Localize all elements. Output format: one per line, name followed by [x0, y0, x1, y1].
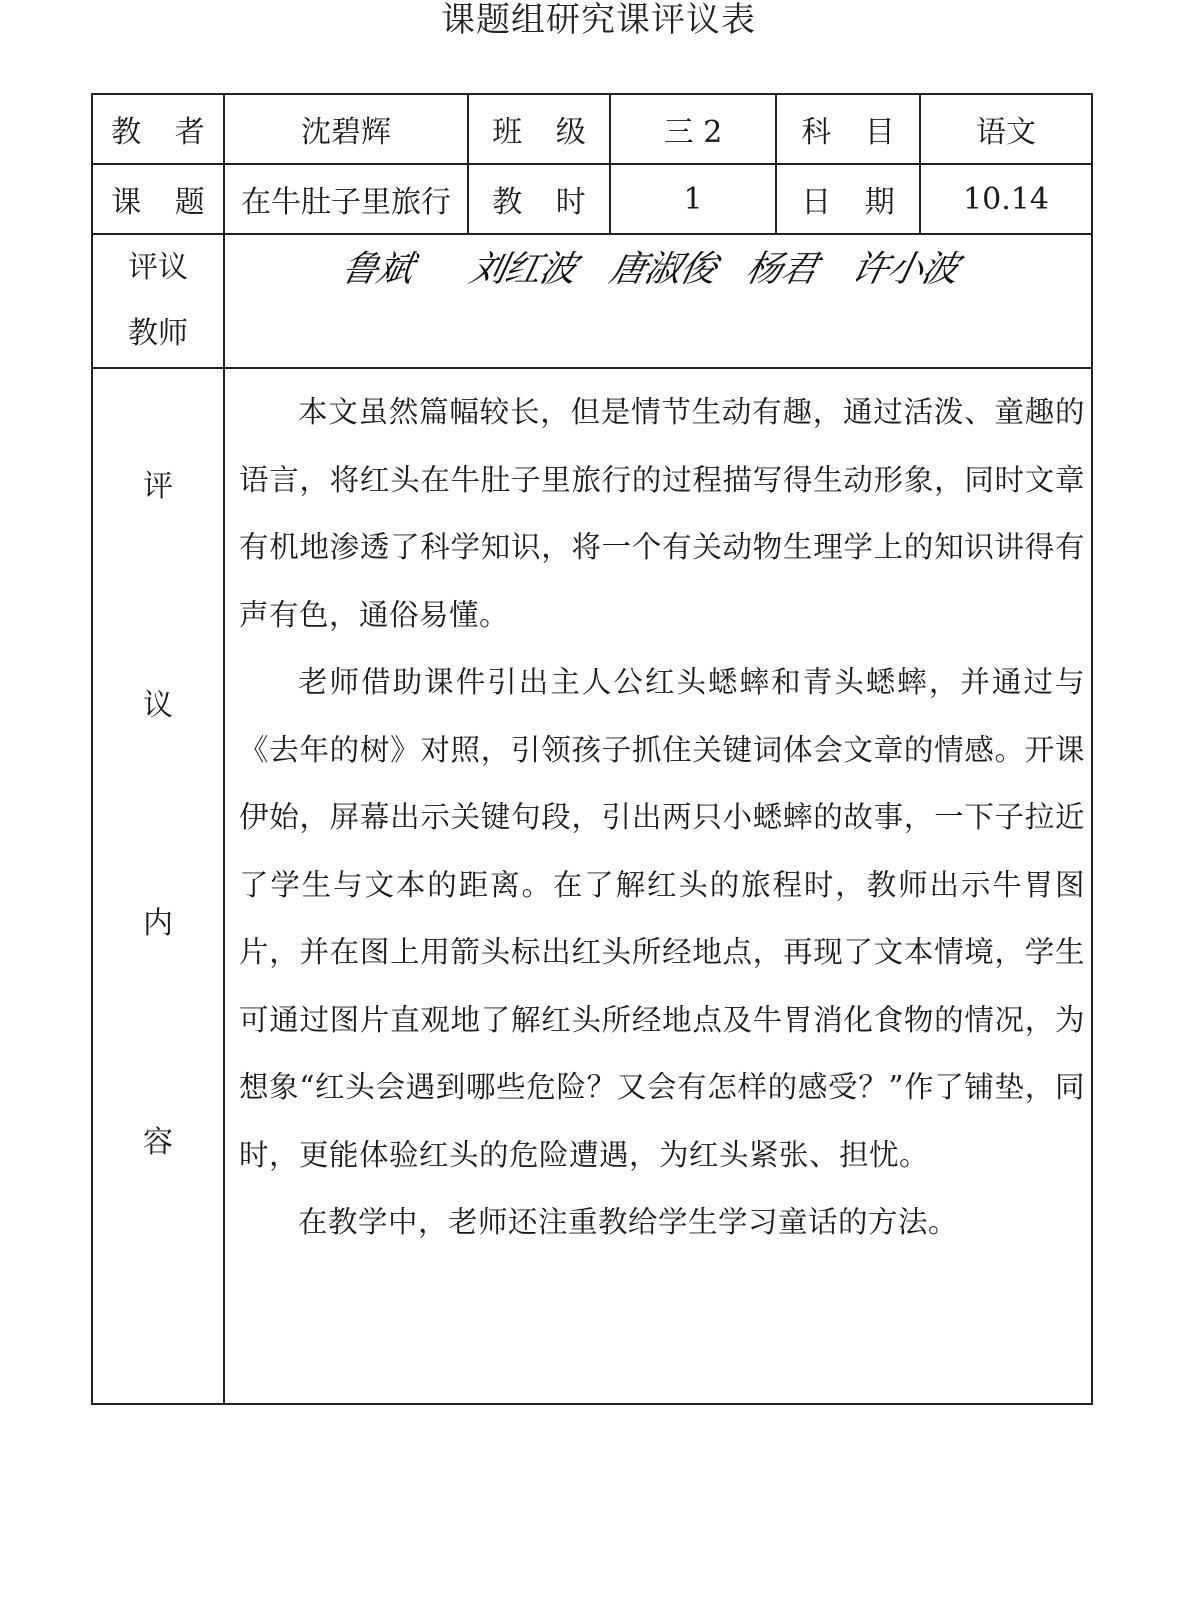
- form-row-teacher: [92, 94, 1092, 164]
- signature-5: 许小波: [848, 249, 962, 290]
- signature-1: 鲁斌: [338, 249, 417, 290]
- topic-label: 课 题: [92, 164, 224, 234]
- form-row-review-content: [92, 368, 1092, 1404]
- topic-value: 在牛肚子里旅行: [224, 164, 468, 234]
- review-content-body: [224, 368, 1092, 1404]
- subject-value: 语文: [920, 94, 1092, 164]
- period-label: 教 时: [468, 164, 610, 234]
- review-label-char-3: 内: [143, 906, 173, 942]
- review-paragraph-2: 老师借助课件引出主人公红头蟋蟀和青头蟋蟀，并通过与《去年的树》对照，引领孩子抓住关键词体会文章的情感。开课伊始，屏幕出示关键句段，引出两只小蟋蟀的故事，一下子拉近了学生与文本的距离。在了解红头的旅程时，教师出示牛胃图片，并在图上用箭头标出红头所经地点，再现了文本情境，学生可通过图片直观地了解红头所经地点及牛胃消化食物的情况，为想象“红头会遇到哪些危险？又会有怎样的感受？”作了铺垫，同时，更能体验红头的危险遭遇，为红头紧张、担忧。: [239, 665, 1085, 1172]
- class-label: 班 级: [468, 94, 610, 164]
- signature-2: 刘红波: [466, 249, 580, 290]
- date-value: 10.14: [920, 164, 1092, 234]
- reviewer-signatures: [224, 234, 1092, 368]
- teacher-value: 沈碧辉: [224, 94, 468, 164]
- signature-3: 唐淑俊: [606, 249, 720, 290]
- review-content-label: [92, 368, 224, 1404]
- review-label-char-4: 容: [143, 1124, 173, 1160]
- subject-label: 科 目: [776, 94, 920, 164]
- reviewers-label-line2: 教师: [128, 316, 188, 351]
- reviewers-label: [92, 234, 224, 368]
- review-form-table: [91, 93, 1093, 1405]
- form-title: 课题组研究课评议表: [441, 0, 756, 40]
- form-row-topic: [92, 164, 1092, 234]
- teacher-label: 教 者: [92, 94, 224, 164]
- review-paragraph-1: 本文虽然篇幅较长，但是情节生动有趣，通过活泼、童趣的语言，将红头在牛肚子里旅行的过程描写得生动形象，同时文章有机地渗透了科学知识，将一个有关动物生理学上的知识讲得有声有色，通俗易懂。: [239, 395, 1085, 632]
- form-row-reviewers: [92, 234, 1092, 368]
- reviewers-label-line1: 评议: [128, 250, 188, 285]
- date-label: 日 期: [776, 164, 920, 234]
- review-label-char-1: 评: [143, 469, 173, 504]
- review-paragraph-3: 在教学中，老师还注重教给学生学习童话的方法。: [298, 1205, 959, 1239]
- period-value: 1: [610, 164, 776, 234]
- signature-4: 杨君: [742, 249, 821, 290]
- review-label-char-2: 议: [143, 687, 173, 723]
- class-value: 三 2: [610, 94, 776, 164]
